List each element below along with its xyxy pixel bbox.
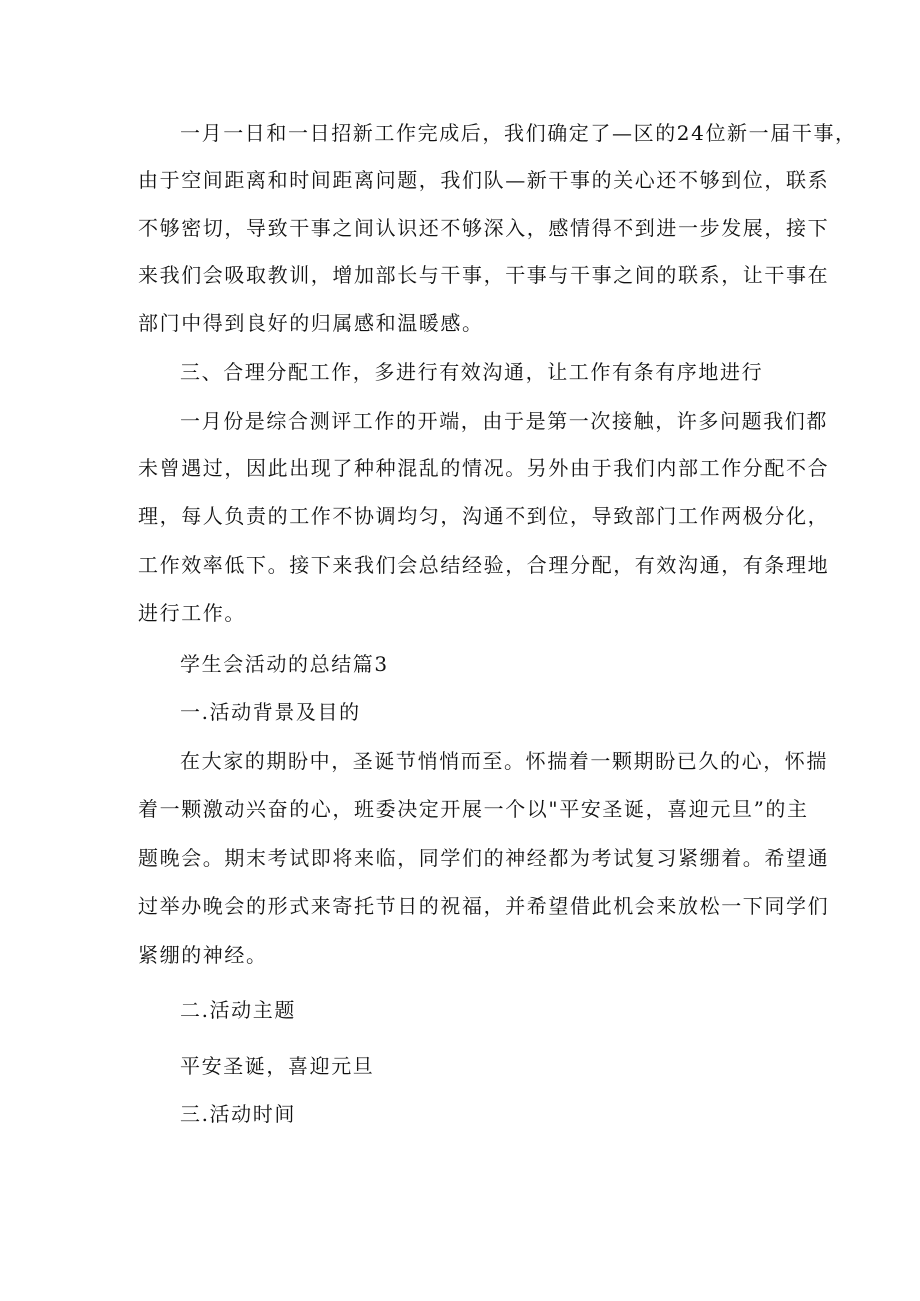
paragraph-line: 着一颗激动兴奋的心，班委决定开展一个以"平安圣诞，喜迎元旦”的主: [138, 797, 809, 821]
paragraph-line: 一月一日和一日招新工作完成后，我们确定了—区的24位新一届干事，: [180, 121, 857, 145]
paragraph-line: 不够密切，导致干事之间认识还不够深入，感情得不到进一步发展，接下: [138, 216, 830, 240]
paragraph-line: 一月份是综合测评工作的开端，由于是第一次接触，许多问题我们都: [180, 409, 828, 433]
section-heading: 二.活动主题: [180, 998, 296, 1022]
paragraph-line: 题晚会。期末考试即将来临，同学们的神经都为考试复习紧绷着。希望通: [138, 846, 830, 870]
paragraph-line: 平安圣诞，喜迎元旦: [180, 1054, 375, 1078]
paragraph-line: 理，每人负责的工作不协调均匀，沟通不到位，导致部门工作两极分化，: [138, 504, 830, 528]
article-title: 学生会活动的总结篇3: [180, 652, 389, 676]
paragraph-line: 工作效率低下。接下来我们会总结经验，合理分配，有效沟通，有条理地: [138, 553, 830, 577]
paragraph-line: 来我们会吸取教训，增加部长与干事，干事与干事之间的联系，让干事在: [138, 263, 830, 287]
section-heading: 三、合理分配工作，多进行有效沟通，让工作有条有序地进行: [180, 360, 764, 384]
paragraph-line: 进行工作。: [138, 601, 246, 625]
section-heading: 一.活动背景及目的: [180, 700, 361, 724]
paragraph-line: 部门中得到良好的归属感和温暖感。: [138, 311, 484, 335]
paragraph-line: 过举办晚会的形式来寄托节日的祝福，并希望借此机会来放松一下同学们: [138, 894, 830, 918]
paragraph-line: 紧绷的神经。: [138, 943, 268, 967]
paragraph-line: 在大家的期盼中，圣诞节悄悄而至。怀揣着一颗期盼已久的心，怀揣: [180, 749, 828, 773]
paragraph-line: 由于空间距离和时间距离问题，我们队—新干事的关心还不够到位，联系: [138, 168, 830, 192]
section-heading: 三.活动时间: [180, 1102, 296, 1126]
paragraph-line: 未曾遇过，因此出现了种种混乱的情况。另外由于我们内部工作分配不合: [138, 456, 830, 480]
